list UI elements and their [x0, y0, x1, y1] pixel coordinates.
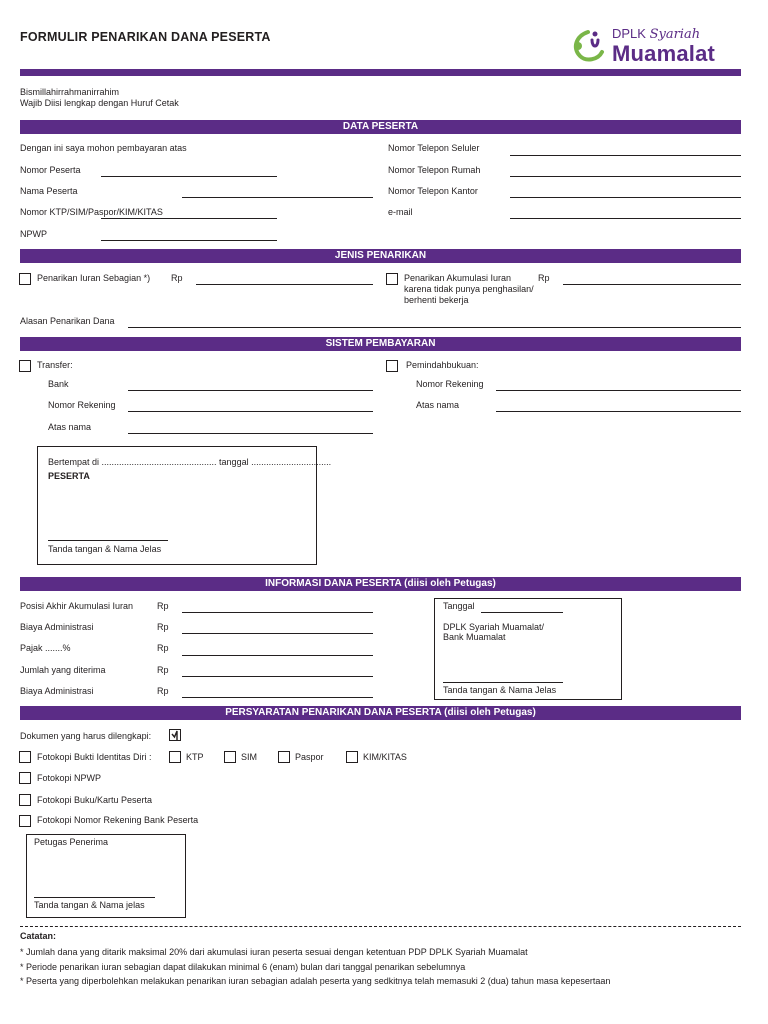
bank-name-line2: Bank Muamalat: [443, 632, 506, 642]
akumulasi-iuran-checkbox[interactable]: [386, 273, 398, 285]
buku-checkbox[interactable]: [19, 794, 31, 806]
transfer-label: Transfer:: [37, 360, 73, 370]
peserta-signature-caption: Tanda tangan & Nama Jelas: [48, 544, 162, 554]
akumulasi-reason-line2: karena tidak punya penghasilan/: [404, 284, 534, 294]
note-item: * Periode penarikan iuran sebagian dapat dilakukan minimal 6 (enam) bulan dari tanggal penarikan sebelumnya: [20, 962, 466, 972]
atas-nama-label: Atas nama: [48, 422, 92, 432]
info-row-label: Pajak .......%: [20, 643, 71, 653]
info-row-rp: Rp: [157, 622, 169, 632]
tel-seluler-field[interactable]: [510, 155, 741, 156]
npwp-field[interactable]: [101, 218, 277, 219]
akumulasi-reason-line3: berhenti bekerja: [404, 295, 469, 305]
tel-kantor-field[interactable]: [510, 197, 741, 198]
note-item: * Peserta yang diperbolehkan melakukan penarikan iuran sebagian adalah peserta yang sedkitnya telah memasuki 2 (dua) tahun masa kepesertaan: [20, 976, 611, 986]
info-row-rp: Rp: [157, 601, 169, 611]
pemindahbukuan-checkbox[interactable]: [386, 360, 398, 372]
section-header-jenis-penarikan: JENIS PENARIKAN: [20, 249, 741, 263]
npwp-checkbox[interactable]: [19, 772, 31, 784]
info-row-rp: Rp: [157, 686, 169, 696]
iuran-sebagian-checkbox[interactable]: [19, 273, 31, 285]
info-row-field[interactable]: [182, 676, 373, 677]
petugas-penerima-caption: Tanda tangan & Nama jelas: [34, 900, 145, 910]
instruction-text: Wajib Diisi lengkap dengan Huruf Cetak: [20, 98, 179, 108]
identitas-checkbox[interactable]: [19, 751, 31, 763]
info-row-label: Posisi Akhir Akumulasi Iuran: [20, 601, 134, 611]
alasan-label: Alasan Penarikan Dana: [20, 316, 115, 326]
dokumen-label: Dokumen yang harus dilengkapi:: [20, 731, 152, 741]
rekening-doc-label: Fotokopi Nomor Rekening Bank Peserta: [37, 815, 199, 825]
transfer-checkbox[interactable]: [19, 360, 31, 372]
nama-peserta-field[interactable]: [101, 176, 277, 177]
sim-checkbox[interactable]: [224, 751, 236, 763]
npwp-label: NPWP: [20, 229, 47, 239]
logo-muamalat-text: Muamalat: [612, 41, 716, 66]
tanggal-field[interactable]: [481, 612, 563, 613]
nomor-rekening-field[interactable]: [128, 411, 373, 412]
checkmark-icon: [169, 729, 181, 741]
dokumen-checkbox[interactable]: [169, 729, 181, 741]
pemindahbukuan-rekening-label: Nomor Rekening: [416, 379, 484, 389]
npwp-doc-label: Fotokopi NPWP: [37, 773, 102, 783]
info-row-field[interactable]: [182, 655, 373, 656]
bank-label: Bank: [48, 379, 69, 389]
section-header-sistem-pembayaran: SISTEM PEMBAYARAN: [20, 337, 741, 351]
tel-rumah-label: Nomor Telepon Rumah: [388, 165, 481, 175]
pemindahbukuan-atas-nama-field[interactable]: [496, 411, 741, 412]
notes-divider: [20, 926, 741, 927]
logo-dplk-text: DPLK Syariah: [612, 26, 701, 42]
identitas-label: Fotokopi Bukti Identitas Diri :: [37, 752, 152, 762]
kim-kitas-option-label: KIM/KITAS: [363, 752, 407, 762]
info-row-field[interactable]: [182, 612, 373, 613]
section-header-persyaratan: PERSYARATAN PENARIKAN DANA PESERTA (diisi oleh Petugas): [20, 706, 741, 720]
nomor-peserta-label: Nomor Peserta: [20, 165, 81, 175]
header-divider: [20, 69, 741, 76]
petugas-signature-line: [443, 682, 563, 683]
info-row-label: Jumlah yang diterima: [20, 665, 106, 675]
section-header-data-peserta: DATA PESERTA: [20, 120, 741, 134]
petugas-penerima-signature-line: [34, 897, 155, 898]
petugas-signature-caption: Tanda tangan & Nama Jelas: [443, 685, 557, 695]
info-row-label: Biaya Administrasi: [20, 686, 94, 696]
tel-kantor-label: Nomor Telepon Kantor: [388, 186, 478, 196]
akumulasi-iuran-amount-field[interactable]: [563, 284, 741, 285]
form-title: FORMULIR PENARIKAN DANA PESERTA: [20, 30, 271, 44]
buku-doc-label: Fotokopi Buku/Kartu Peserta: [37, 795, 153, 805]
note-item: * Jumlah dana yang ditarik maksimal 20% dari akumulasi iuran peserta sesuai dengan ketentuan PDP DPLK Syariah Muamalat: [20, 947, 528, 957]
paspor-option-label: Paspor: [295, 752, 324, 762]
alasan-field[interactable]: [128, 327, 741, 328]
nama-peserta-label: Nama Peserta: [20, 186, 78, 196]
kim-kitas-checkbox[interactable]: [346, 751, 358, 763]
info-row-rp: Rp: [157, 643, 169, 653]
ktp-option-label: KTP: [186, 752, 204, 762]
peserta-signature-line: [48, 540, 168, 541]
iuran-sebagian-amount-field[interactable]: [196, 284, 373, 285]
tanggal-label: Tanggal: [443, 601, 475, 611]
petugas-penerima-label: Petugas Penerima: [34, 837, 109, 847]
akumulasi-iuran-label: Penarikan Akumulasi Iuran: [404, 273, 512, 283]
nomor-rekening-label: Nomor Rekening: [48, 400, 116, 410]
tel-seluler-label: Nomor Telepon Seluler: [388, 143, 480, 153]
atas-nama-field[interactable]: [128, 433, 373, 434]
ktp-field[interactable]: [182, 197, 373, 198]
info-row-field[interactable]: [182, 633, 373, 634]
peserta-label: PESERTA: [48, 471, 90, 481]
email-label: e-mail: [388, 207, 413, 217]
email-field[interactable]: [510, 218, 741, 219]
rp-label: Rp: [538, 273, 550, 283]
bismillah-text: Bismillahirrahmanirrahim: [20, 87, 120, 97]
pemindahbukuan-atas-nama-label: Atas nama: [416, 400, 460, 410]
signature-place-date: Bertempat di .............................................. tanggal ................................: [48, 457, 332, 467]
pemindahbukuan-label: Pemindahbukuan:: [406, 360, 479, 370]
info-row-field[interactable]: [182, 697, 373, 698]
tel-rumah-field[interactable]: [510, 176, 741, 177]
catatan-heading: Catatan:: [20, 931, 57, 941]
pemindahbukuan-rekening-field[interactable]: [496, 390, 741, 391]
sim-option-label: SIM: [241, 752, 258, 762]
iuran-sebagian-label: Penarikan Iuran Sebagian *): [37, 273, 151, 283]
rp-label: Rp: [171, 273, 183, 283]
info-row-label: Biaya Administrasi: [20, 622, 94, 632]
request-text: Dengan ini saya mohon pembayaran atas: [20, 143, 187, 153]
ktp-label: Nomor KTP/SIM/Paspor/KIM/KITAS: [20, 207, 163, 217]
paspor-checkbox[interactable]: [278, 751, 290, 763]
bank-field[interactable]: [128, 390, 373, 391]
ktp-checkbox[interactable]: [169, 751, 181, 763]
section-header-informasi-dana: INFORMASI DANA PESERTA (diisi oleh Petugas): [20, 577, 741, 591]
bank-name-line1: DPLK Syariah Muamalat/: [443, 622, 545, 632]
rekening-checkbox[interactable]: [19, 815, 31, 827]
muamalat-logo-icon: [568, 26, 610, 66]
info-row-rp: Rp: [157, 665, 169, 675]
npwp-field-2[interactable]: [101, 240, 277, 241]
